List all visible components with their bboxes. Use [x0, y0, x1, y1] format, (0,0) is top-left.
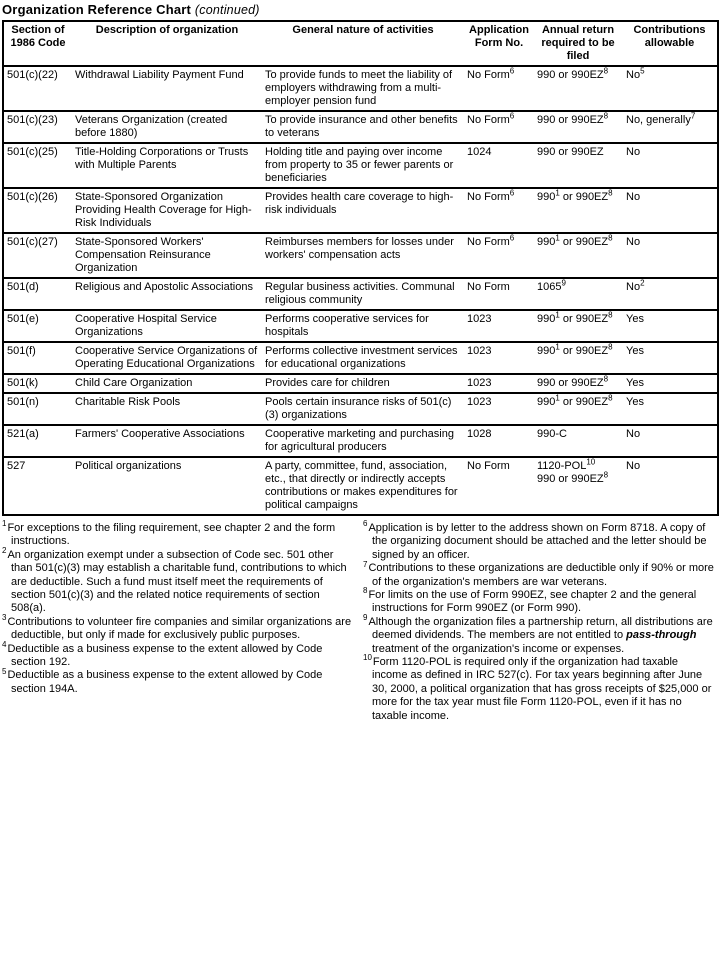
table-row — [4, 394, 717, 426]
cell-section: 501(k) — [7, 377, 39, 389]
cell-annual-return: $990^1$ or $990EZ^8$ — [537, 393, 613, 408]
table-row — [4, 343, 717, 375]
table-row — [4, 375, 717, 394]
cell-section: 521(a) — [7, 428, 39, 440]
cell-description: Withdrawal Liability Payment Fund — [75, 69, 244, 81]
cell-contributions: No — [626, 428, 641, 440]
cell-application: No Form$^6$ — [467, 111, 515, 126]
cell-activities: To provide funds to meet the liability of employers withdrawing from a multi-employer pension fund — [265, 69, 453, 107]
cell-activities: Performs collective investment services for educational organizations — [265, 345, 458, 370]
cell-description: Farmers' Cooperative Associations — [75, 428, 245, 440]
footnote-item: $^1$For exceptions to the filing requirement, see chapter 2 and the form instructions. — [2, 519, 336, 548]
footnote-number: 4 — [2, 640, 7, 649]
page-title-main: Organization Reference Chart — [2, 2, 192, 17]
cell-description: Charitable Risk Pools — [75, 396, 181, 408]
cell-section: 501(c)(25) — [7, 146, 58, 158]
cell-section: 501(d) — [7, 281, 39, 293]
cell-section: 501(c)(23) — [7, 114, 58, 126]
header-description: Description of organization — [95, 24, 239, 36]
cell-section: 501(c)(26) — [7, 191, 58, 203]
header-contributions: Contributions allowable — [633, 24, 706, 49]
cell-activities: Holding title and paying over income from property to 35 or fewer parents or beneficiaries — [265, 146, 454, 184]
cell-activities: Cooperative marketing and purchasing for agricultural producers — [265, 428, 454, 453]
footnotes-left-column — [2, 519, 354, 723]
footnote-number: 8 — [363, 586, 368, 596]
table-row — [4, 189, 717, 234]
cell-application: 1023 — [467, 345, 492, 357]
cell-application: No Form$^6$ — [467, 233, 515, 248]
footnotes-right-column — [363, 519, 715, 723]
table-row — [4, 234, 717, 279]
cell-activities: Reimburses members for losses under workers' compensation acts — [265, 236, 454, 261]
footnote-number: 2 — [2, 546, 7, 556]
footnote-number: 9 — [363, 613, 368, 623]
cell-annual-return: $990^1$ or $990EZ^8$ — [537, 310, 613, 325]
cell-contributions: No — [626, 460, 641, 472]
cell-application: No Form$^6$ — [467, 188, 515, 203]
cell-annual-return: 1065$^9$ — [537, 278, 566, 293]
cell-application: 1023 — [467, 313, 492, 325]
cell-application: No Form — [467, 281, 510, 293]
cell-section: 501(e) — [7, 313, 39, 325]
cell-application: No Form — [467, 460, 510, 472]
cell-annual-return: $990^1$ or $990EZ^8$ — [537, 233, 613, 248]
cell-annual-return: $990^1$ or $990EZ^8$ — [537, 188, 613, 203]
table-row — [4, 311, 717, 343]
footnotes — [2, 519, 719, 723]
footnote-item: $^9$Although the organization files a partnership return, all distributions are deemed dividends. The members are not entitled to pass-through treatment of the organization's income or expenses. — [363, 613, 713, 655]
cell-application: 1028 — [467, 428, 492, 440]
header-application-form: Application Form No. — [469, 24, 529, 49]
table-row — [4, 67, 717, 112]
cell-annual-return: 1120-POL$^{10}$ 990 or $990EZ^8$ — [537, 457, 609, 485]
cell-activities: A party, committee, fund, association, etc., that directly or indirectly accepts contributions or makes expenditures for political campaigns — [265, 460, 458, 511]
footnote-item: $^8$For limits on the use of Form 990EZ, see chapter 2 and the general instructions for Form 990EZ (or Form 990). — [363, 586, 697, 615]
cell-contributions: Yes — [626, 345, 644, 357]
header-section-code: Section of 1986 Code — [10, 24, 66, 49]
cell-description: Cooperative Hospital Service Organizations — [75, 313, 217, 338]
cell-contributions: No — [626, 236, 641, 248]
table-row — [4, 112, 717, 144]
cell-activities: To provide insurance and other benefits to veterans — [265, 114, 458, 139]
cell-section: 501(c)(22) — [7, 69, 58, 81]
organization-reference-table — [2, 20, 719, 516]
cell-application: No Form$^6$ — [467, 66, 515, 81]
cell-description: State-Sponsored Workers' Compensation Reinsurance Organization — [75, 236, 211, 274]
cell-description: Religious and Apostolic Associations — [75, 281, 253, 293]
footnote-number: 6 — [363, 519, 368, 529]
table-row — [4, 144, 717, 189]
cell-annual-return: 990 or 990EZ — [537, 146, 604, 158]
cell-activities: Pools certain insurance risks of 501(c)(3) organizations — [265, 396, 452, 421]
cell-section: 527 — [7, 460, 26, 472]
table-body — [4, 67, 717, 514]
cell-description: Child Care Organization — [75, 377, 193, 389]
cell-contributions: Yes — [626, 313, 644, 325]
footnote-item: $^4$Deductible as a business expense to the extent allowed by Code section 192. — [2, 640, 323, 669]
cell-activities: Performs cooperative services for hospitals — [265, 313, 429, 338]
footnote-number: 5 — [2, 666, 7, 676]
cell-description: Veterans Organization (created before 1880) — [75, 114, 228, 139]
cell-contributions: Yes — [626, 377, 644, 389]
cell-section: 501(c)(27) — [7, 236, 58, 248]
cell-activities: Regular business activities. Communal religious community — [265, 281, 455, 306]
cell-description: Political organizations — [75, 460, 182, 472]
cell-annual-return: $990^1$ or $990EZ^8$ — [537, 342, 613, 357]
footnote-item: $^{10}$Form 1120-POL is required only if the organization had taxable income as defined in IRC 527(c). For tax years beginning after June 30, 2000, a political organization that has gross receipts of $25,000 or more for the tax year must file Form 1120-POL, even if it has no taxable income. — [363, 653, 712, 722]
footnote-item: $^3$Contributions to volunteer fire companies and similar organizations are deductible, but only if made for exclusively public purposes. — [2, 613, 352, 642]
footnote-number: 10 — [363, 653, 372, 663]
cell-annual-return: 990 or $990EZ^8$ — [537, 66, 609, 81]
footnote-item: $^5$Deductible as a business expense to the extent allowed by Code section 194A. — [2, 666, 323, 695]
cell-description: State-Sponsored Organization Providing Health Coverage for High-Risk Individuals — [75, 191, 252, 229]
footnote-item: $^2$An organization exempt under a subsection of Code sec. 501 other than 501(c)(3) may establish a charitable fund, contributions to which are deductible. Such a fund must itself meet the requirements of section 501(c)(3) and the related notice requirements of section 508(a). — [2, 546, 347, 615]
cell-application: 1023 — [467, 377, 492, 389]
cell-section: 501(f) — [7, 345, 36, 357]
cell-annual-return: 990 or $990EZ^8$ — [537, 374, 609, 389]
header-annual-return: Annual return required to be filed — [541, 24, 615, 62]
cell-application: 1023 — [467, 396, 492, 408]
cell-contributions: No — [626, 146, 641, 158]
cell-annual-return: 990-C — [537, 428, 567, 440]
page-title-continued: (continued) — [194, 3, 260, 17]
table-row — [4, 458, 717, 514]
footnote-number: 7 — [363, 559, 368, 569]
cell-activities: Provides care for children — [265, 377, 390, 389]
cell-contributions: No$^2$ — [626, 278, 645, 293]
footnote-number: 3 — [2, 613, 7, 623]
table-row — [4, 279, 717, 311]
header-general-nature: General nature of activities — [292, 24, 434, 36]
cell-section: 501(n) — [7, 396, 39, 408]
cell-description: Title-Holding Corporations or Trusts with Multiple Parents — [75, 146, 249, 171]
cell-contributions: No — [626, 191, 641, 203]
cell-activities: Provides health care coverage to high-risk individuals — [265, 191, 454, 216]
table-header-row — [4, 22, 717, 67]
footnote-item: $^7$Contributions to these organizations are deductible only if 90% or more of the organization's members are war veterans. — [363, 559, 714, 588]
cell-contributions: No, generally$^7$ — [626, 111, 696, 126]
page-title — [2, 2, 721, 17]
cell-application: 1024 — [467, 146, 492, 158]
cell-contributions: No$^5$ — [626, 66, 645, 81]
cell-description: Cooperative Service Organizations of Operating Educational Organizations — [75, 345, 258, 370]
table-row — [4, 426, 717, 458]
footnote-number: 1 — [2, 519, 7, 529]
cell-annual-return: 990 or $990EZ^8$ — [537, 111, 609, 126]
footnote-item: $^6$Application is by letter to the address shown on Form 8718. A copy of the organizing document should be attached and the letter should be signed by an officer. — [363, 519, 707, 561]
cell-contributions: Yes — [626, 396, 644, 408]
